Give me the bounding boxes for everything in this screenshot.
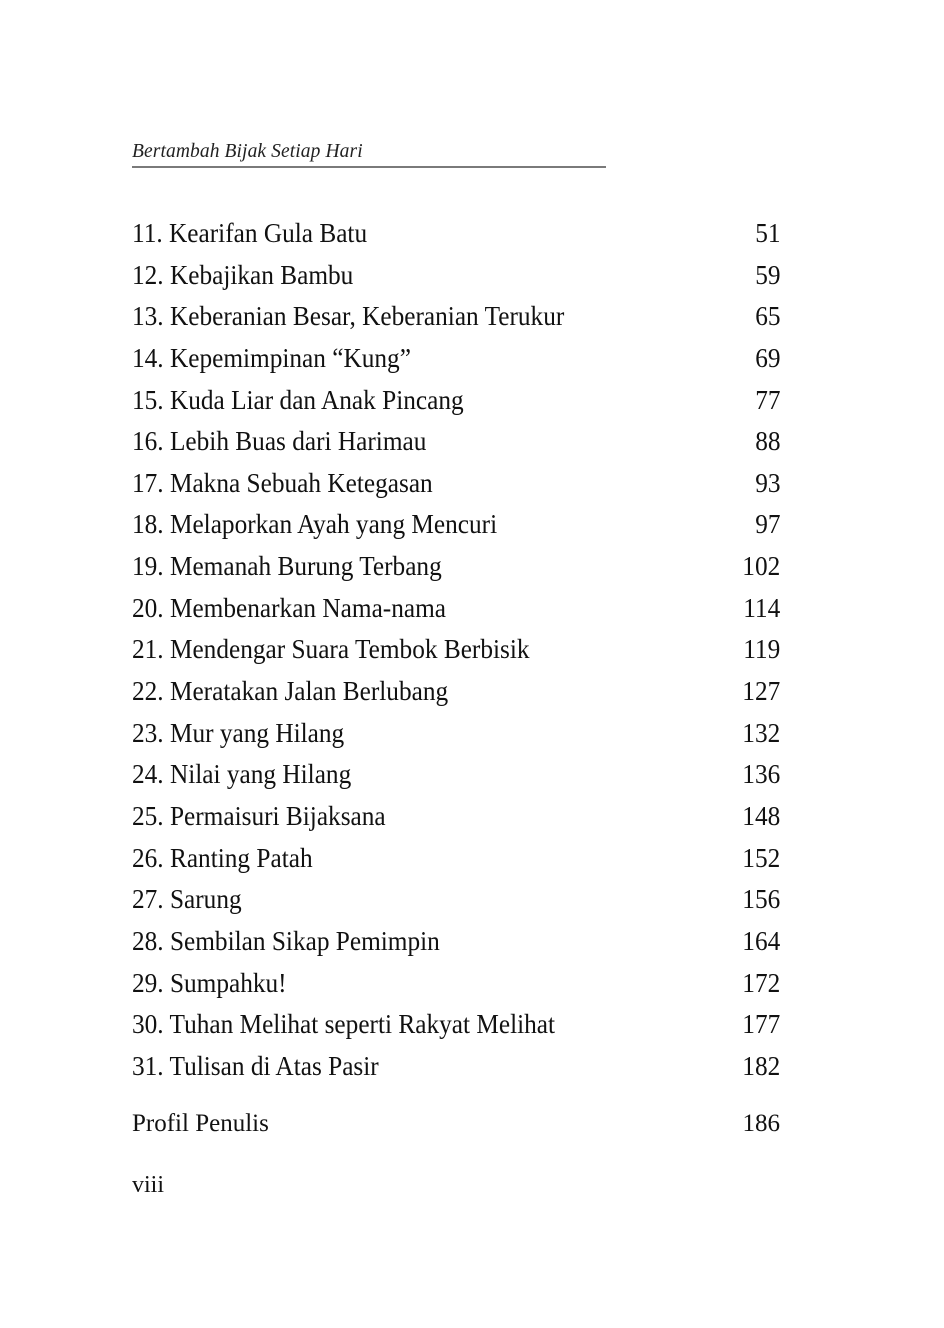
toc-entry-label: Kebajikan Bambu [169, 258, 354, 290]
toc-entry[interactable] [132, 420, 780, 462]
toc-entry[interactable] [132, 920, 780, 962]
toc-entry-page: 177 [742, 1008, 780, 1040]
toc-entry-title [132, 628, 530, 670]
toc-entry-title [132, 212, 367, 254]
toc-entry-number: 13. [132, 300, 164, 332]
toc-entry-number: 21. [132, 633, 164, 665]
toc-entry[interactable] [132, 379, 780, 421]
toc-entry-title: Profil Penulis [132, 1110, 269, 1137]
toc-entry-label: Memanah Burung Terbang [169, 550, 442, 582]
running-head: Bertambah Bijak Setiap Hari [132, 141, 363, 162]
toc-entry-label: Mur yang Hilang [169, 716, 345, 748]
toc-entry-label: Permaisuri Bijaksana [169, 799, 386, 831]
toc-entry-page: 136 [742, 758, 780, 790]
toc-entry-title [132, 920, 440, 962]
toc-entry-label: Tulisan di Atas Pasir [169, 1049, 379, 1081]
toc-entry-title [132, 587, 446, 629]
toc-entry-page: 97 [754, 508, 780, 540]
toc-entry-page: 69 [754, 341, 780, 373]
toc-entry[interactable] [132, 753, 780, 795]
toc-entry-page: 77 [754, 383, 780, 415]
toc-entry-title [132, 503, 497, 545]
toc-entry-page: 182 [742, 1049, 780, 1081]
toc-entry-title [132, 379, 464, 421]
toc-entry[interactable] [132, 628, 780, 670]
toc-entry-title [132, 795, 386, 837]
toc-entry-label: Nilai yang Hilang [169, 758, 352, 790]
toc-entry[interactable] [132, 337, 780, 379]
toc-entry[interactable] [132, 1045, 780, 1087]
toc-entry-label: Sumpahku! [169, 966, 287, 998]
toc-entry-title [132, 753, 351, 795]
toc-entry-page: 59 [754, 258, 780, 290]
toc-entry-number: 31. [132, 1049, 164, 1081]
toc-entry[interactable] [132, 1003, 780, 1045]
toc-entry-title [132, 1003, 555, 1045]
toc-entry-page: 51 [754, 217, 780, 248]
toc-entry[interactable] [132, 587, 780, 629]
toc-entry[interactable] [132, 670, 780, 712]
toc-entry-label: Sarung [169, 883, 242, 915]
toc-entry-label: Makna Sebuah Ketegasan [169, 466, 433, 498]
toc-entry-number: 26. [132, 841, 164, 873]
toc-entry-title [132, 545, 442, 587]
toc-entry-number: 27. [132, 883, 164, 915]
toc-entry[interactable] [132, 837, 780, 879]
toc-entry-page: 172 [742, 966, 780, 998]
toc-entry-page: 93 [754, 466, 780, 498]
toc-entry-label: Sembilan Sikap Pemimpin [169, 924, 440, 956]
toc-entry-title [132, 462, 433, 504]
toc-entry-number: 29. [132, 966, 164, 998]
toc-entry-page: 164 [742, 924, 780, 956]
toc-entry-number: 22. [132, 675, 164, 707]
toc-entry-page: 132 [742, 716, 780, 748]
toc-entry-number: 12. [132, 258, 164, 290]
toc-entry-page: 102 [742, 550, 780, 582]
toc-entry[interactable] [132, 212, 780, 254]
toc-entry-label: Ranting Patah [169, 841, 313, 873]
toc-entry-number: 11. [132, 217, 163, 248]
toc-entry[interactable] [132, 503, 780, 545]
toc-entry-label: Kuda Liar dan Anak Pincang [169, 383, 464, 415]
toc-entry[interactable] [132, 962, 780, 1004]
toc-entry-label: Kepemimpinan “Kung” [169, 341, 411, 373]
toc-entry-title [132, 962, 287, 1004]
toc-entry-label: Membenarkan Nama-nama [169, 591, 447, 623]
toc-entry[interactable] [132, 878, 780, 920]
toc-entry-label: Keberanian Besar, Keberanian Terukur [169, 300, 565, 332]
toc-entry-number: 17. [132, 466, 164, 498]
toc-entry-number: 18. [132, 508, 164, 540]
toc-entry-number: 15. [132, 383, 164, 415]
toc-entry-page: 88 [754, 425, 780, 457]
toc-entry-label: Lebih Buas dari Harimau [169, 425, 427, 457]
toc-entry-number: 30. [132, 1008, 164, 1040]
toc-entry-title [132, 295, 564, 337]
toc-entry-title [132, 337, 411, 379]
toc-entry-title [132, 670, 448, 712]
toc-entry-number: 28. [132, 924, 164, 956]
toc-entry[interactable] [132, 795, 780, 837]
header-rule [132, 166, 606, 168]
toc-entry-number: 20. [132, 591, 164, 623]
toc-entry-title [132, 254, 353, 296]
toc-entry[interactable] [132, 712, 780, 754]
toc-entry[interactable] [132, 295, 780, 337]
toc-entry-number: 25. [132, 799, 164, 831]
toc-entry-title [132, 420, 426, 462]
toc-entry-label: Mendengar Suara Tembok Berbisik [169, 633, 530, 665]
toc-entry-page: 127 [742, 675, 780, 707]
toc-entry-label: Melaporkan Ayah yang Mencuri [169, 508, 498, 540]
toc-entry-page: 152 [742, 841, 780, 873]
toc-entry-page: 148 [742, 799, 780, 831]
toc-entry-title [132, 1045, 379, 1087]
toc-entry-number: 24. [132, 758, 164, 790]
toc-entry[interactable] [132, 254, 780, 296]
toc-entry-number: 16. [132, 425, 164, 457]
toc-entry-number: 23. [132, 716, 164, 748]
toc-entry-label: Meratakan Jalan Berlubang [169, 675, 449, 707]
toc-entry[interactable] [132, 462, 780, 504]
toc-entry-page: 186 [742, 1110, 780, 1137]
toc-entry-title [132, 878, 242, 920]
toc-entry-label: Kearifan Gula Batu [169, 217, 368, 248]
toc-entry-page: 156 [742, 883, 780, 915]
toc-entry-page: 119 [742, 633, 780, 665]
toc-entry-number: 14. [132, 341, 164, 373]
toc-entry-number: 19. [132, 550, 164, 582]
page-number: viii [132, 1172, 165, 1198]
toc-entry-title [132, 712, 344, 754]
toc-entry-page: 114 [742, 591, 780, 623]
toc-entry-title [132, 837, 313, 879]
table-of-contents [132, 212, 780, 1086]
toc-entry-label: Tuhan Melihat seperti Rakyat Melihat [169, 1008, 556, 1040]
toc-entry[interactable] [132, 545, 780, 587]
toc-entry-profile[interactable] [132, 1104, 780, 1144]
toc-entry-page: 65 [754, 300, 780, 332]
